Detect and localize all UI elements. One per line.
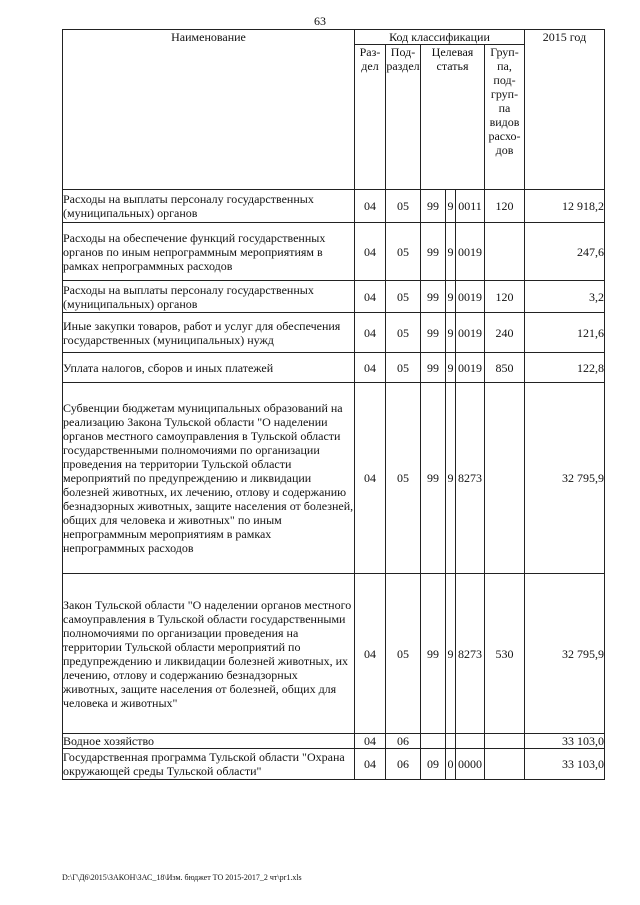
table-row xyxy=(63,749,605,780)
row-target-direction: 0019 xyxy=(456,353,485,383)
header-section: Раз- дел xyxy=(355,45,386,190)
row-name: Государственная программа Тульской области "Охрана окружающей среды Тульской области" xyxy=(63,749,355,780)
row-expense-type: 850 xyxy=(485,353,525,383)
row-amount: 32 795,9 xyxy=(525,574,605,734)
row-target-subprogram: 9 xyxy=(446,313,456,353)
header-classification: Код классификации xyxy=(355,30,525,45)
row-subsection: 06 xyxy=(386,734,421,749)
row-target-program: 99 xyxy=(421,281,446,313)
row-target-direction: 8273 xyxy=(456,383,485,574)
row-section: 04 xyxy=(355,734,386,749)
row-name: Водное хозяйство xyxy=(63,734,355,749)
row-amount: 12 918,2 xyxy=(525,190,605,223)
row-target-program xyxy=(421,734,446,749)
row-target-direction: 0019 xyxy=(456,313,485,353)
row-name: Закон Тульской области "О наделении органов местного самоуправления в Тульской области государственными полномочиями по организации проведения на территории Тульской области мероприятий по предупреждению и ликвидации болезней животных, их лечению, отлову и содержанию безнадзорных животных, защите населения от болезней, общих для человека и животных" xyxy=(63,574,355,734)
row-target-program: 99 xyxy=(421,190,446,223)
header-subsection: Под- раздел xyxy=(386,45,421,190)
row-name: Иные закупки товаров, работ и услуг для обеспечения государственных (муниципальных) нужд xyxy=(63,313,355,353)
table-body xyxy=(63,190,605,780)
row-target-program: 99 xyxy=(421,223,446,281)
row-section: 04 xyxy=(355,223,386,281)
row-target-subprogram: 9 xyxy=(446,281,456,313)
row-expense-type xyxy=(485,383,525,574)
row-subsection: 05 xyxy=(386,574,421,734)
row-target-subprogram: 9 xyxy=(446,223,456,281)
row-name: Расходы на обеспечение функций государственных органов по иным непрограммным мероприятиям в рамках непрограммных расходов xyxy=(63,223,355,281)
row-section: 04 xyxy=(355,281,386,313)
row-expense-type xyxy=(485,223,525,281)
row-section: 04 xyxy=(355,313,386,353)
row-subsection: 05 xyxy=(386,353,421,383)
row-target-direction: 8273 xyxy=(456,574,485,734)
row-section: 04 xyxy=(355,749,386,780)
row-target-subprogram: 9 xyxy=(446,190,456,223)
row-expense-type: 240 xyxy=(485,313,525,353)
row-subsection: 05 xyxy=(386,190,421,223)
row-name: Субвенции бюджетам муниципальных образований на реализацию Закона Тульской области "О наделении органов местного самоуправления в Тульской области государственными полномочиями по организации проведения на территории Тульской области мероприятий по предупреждению и ликвидации болезней животных, их лечению, отлову и содержанию безнадзорных животных, защите населения от болезней, общих для человека и животных" по иным непрограммным мероприятиям в рамках непрограммных расходов xyxy=(63,383,355,574)
row-amount: 121,6 xyxy=(525,313,605,353)
row-section: 04 xyxy=(355,190,386,223)
header-expense-group: Груп- па, под- груп- па видов расхо- дов xyxy=(485,45,525,190)
row-target-program: 99 xyxy=(421,313,446,353)
row-target-direction: 0019 xyxy=(456,223,485,281)
row-section: 04 xyxy=(355,574,386,734)
table-row xyxy=(63,223,605,281)
row-target-program: 99 xyxy=(421,353,446,383)
row-name: Расходы на выплаты персоналу государственных (муниципальных) органов xyxy=(63,281,355,313)
table-row xyxy=(63,383,605,574)
row-target-subprogram: 9 xyxy=(446,353,456,383)
header-year: 2015 год xyxy=(525,30,605,190)
table-row xyxy=(63,734,605,749)
row-target-subprogram: 9 xyxy=(446,383,456,574)
table-row xyxy=(63,190,605,223)
row-target-program: 99 xyxy=(421,574,446,734)
row-target-direction: 0019 xyxy=(456,281,485,313)
row-subsection: 06 xyxy=(386,749,421,780)
footer-file-path: D:\Г\Д6\2015\ЗАКОН\ЗАС_18\Изм. бюджет ТО 2015-2017_2 чт\рr1.xls xyxy=(62,873,302,882)
row-amount: 247,6 xyxy=(525,223,605,281)
row-subsection: 05 xyxy=(386,223,421,281)
row-subsection: 05 xyxy=(386,313,421,353)
page-number: 63 xyxy=(314,14,326,28)
table-row xyxy=(63,353,605,383)
row-amount: 3,2 xyxy=(525,281,605,313)
row-target-direction xyxy=(456,734,485,749)
row-subsection: 05 xyxy=(386,383,421,574)
row-target-subprogram xyxy=(446,734,456,749)
row-amount: 33 103,0 xyxy=(525,749,605,780)
row-section: 04 xyxy=(355,353,386,383)
row-target-subprogram: 9 xyxy=(446,574,456,734)
table-row xyxy=(63,574,605,734)
row-expense-type: 120 xyxy=(485,190,525,223)
budget-table xyxy=(62,29,605,780)
header-target-article: Целевая статья xyxy=(421,45,485,190)
row-expense-type: 530 xyxy=(485,574,525,734)
row-section: 04 xyxy=(355,383,386,574)
row-name: Расходы на выплаты персоналу государственных (муниципальных) органов xyxy=(63,190,355,223)
row-expense-type xyxy=(485,749,525,780)
row-target-direction: 0000 xyxy=(456,749,485,780)
row-target-direction: 0011 xyxy=(456,190,485,223)
row-expense-type: 120 xyxy=(485,281,525,313)
table-row xyxy=(63,281,605,313)
row-name: Уплата налогов, сборов и иных платежей xyxy=(63,353,355,383)
row-amount: 122,8 xyxy=(525,353,605,383)
row-amount: 33 103,0 xyxy=(525,734,605,749)
row-subsection: 05 xyxy=(386,281,421,313)
row-amount: 32 795,9 xyxy=(525,383,605,574)
row-target-program: 99 xyxy=(421,383,446,574)
row-target-program: 09 xyxy=(421,749,446,780)
row-expense-type xyxy=(485,734,525,749)
header-name: Наименование xyxy=(63,30,355,190)
table-row xyxy=(63,313,605,353)
row-target-subprogram: 0 xyxy=(446,749,456,780)
